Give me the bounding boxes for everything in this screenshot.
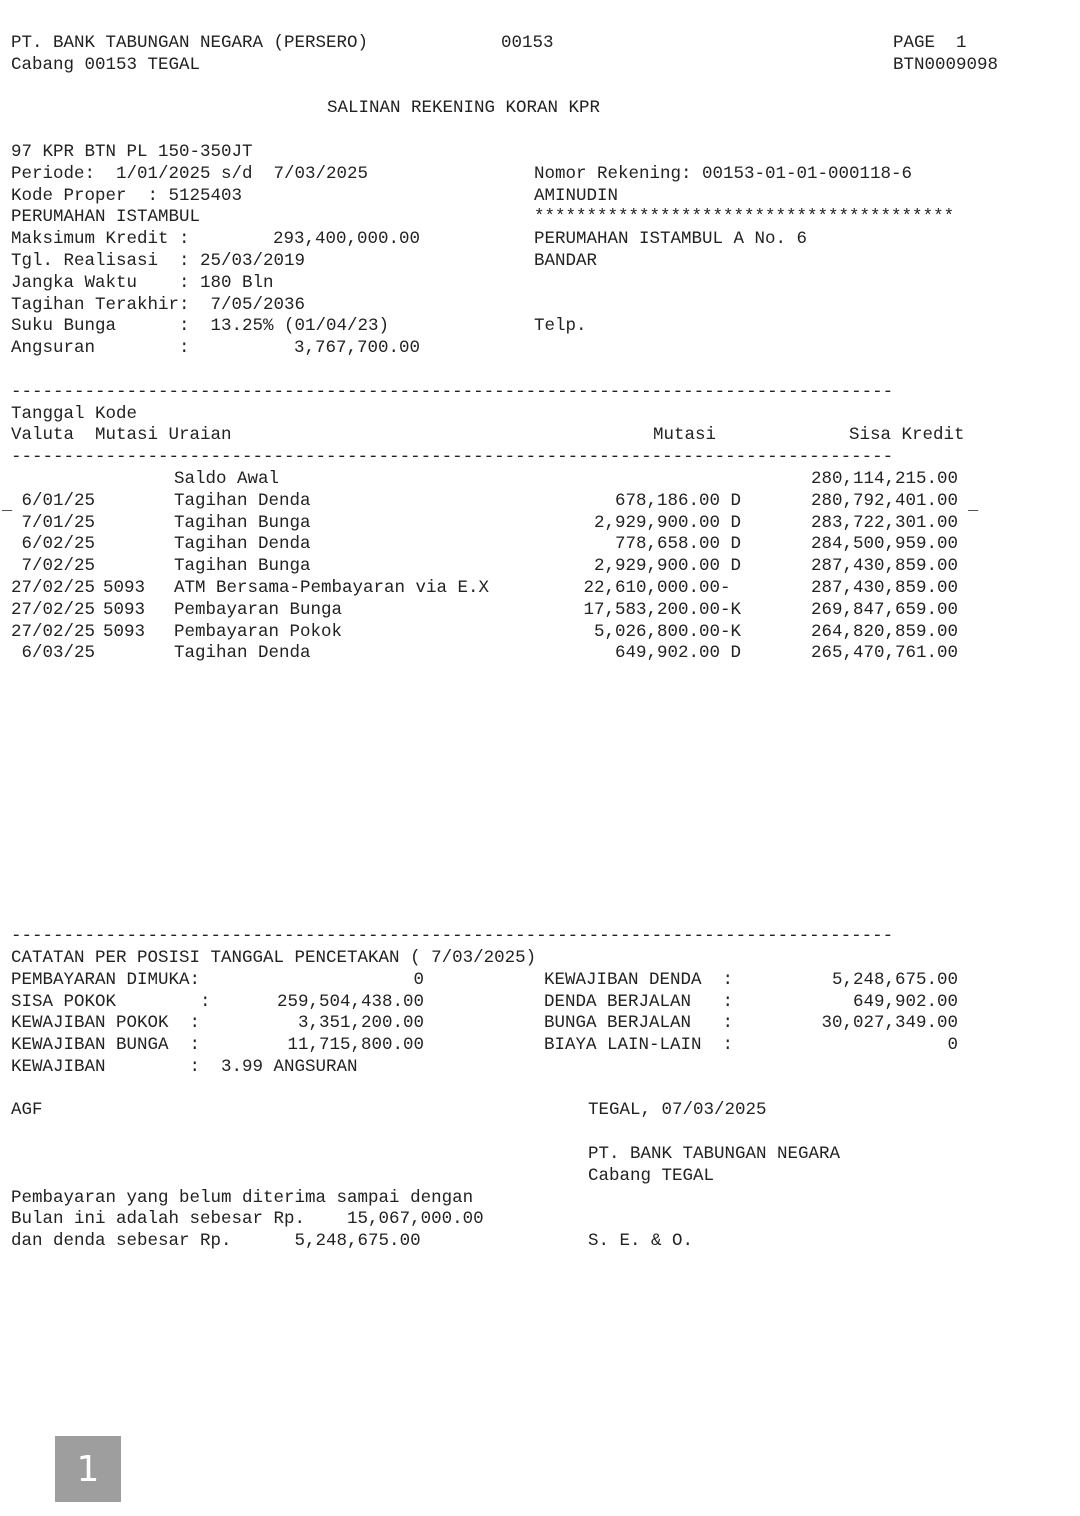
footer-row-1 xyxy=(11,1100,971,1122)
kode-proper: Kode Proper : 5125403 xyxy=(11,185,243,206)
table-header-1 xyxy=(11,404,971,426)
catatan-left-value: 0 xyxy=(413,969,424,990)
agf-label: AGF xyxy=(11,1100,43,1121)
transaction-list xyxy=(11,469,971,665)
catatan-left-value: 11,715,800.00 xyxy=(287,1035,424,1056)
product-name: 97 KPR BTN PL 150-350JT xyxy=(11,141,253,162)
row-kode: 5093 xyxy=(103,621,146,642)
table-row xyxy=(11,578,969,600)
catatan-right-label: DENDA BERJALAN : xyxy=(544,991,734,1012)
page-number-badge: 1 xyxy=(55,1436,121,1502)
footer-row-7 xyxy=(11,1231,971,1253)
separator-line: ------------------------------------------------------------------------------------ xyxy=(11,926,894,947)
customer-city: BANDAR xyxy=(534,250,598,271)
footer-row-3 xyxy=(11,1144,971,1166)
row-sisa-kredit: 265,470,761.00 xyxy=(810,643,958,664)
table-row xyxy=(11,534,969,556)
catatan-title-row xyxy=(11,948,971,970)
doc-code: BTN0009098 xyxy=(893,54,999,75)
footer-row-4 xyxy=(11,1166,971,1188)
telp: Telp. xyxy=(534,316,587,337)
periode: Periode: 1/01/2025 s/d 7/03/2025 xyxy=(11,163,369,184)
kewajiban-row xyxy=(11,1057,971,1079)
table-row xyxy=(11,622,969,644)
row-mutasi: 17,583,200.00-K xyxy=(583,599,741,620)
footer-row-6 xyxy=(11,1209,971,1231)
branch-code: 00153 xyxy=(501,33,554,53)
row-date: 27/02/25 xyxy=(11,621,96,642)
catatan-row xyxy=(11,970,969,992)
signature-bank-name: PT. BANK TABUNGAN NEGARA xyxy=(588,1144,841,1165)
footer-row-5 xyxy=(11,1188,971,1210)
catatan-row xyxy=(11,1035,969,1057)
row-mutasi: 778,658.00 D xyxy=(614,534,741,555)
header-tanggal-kode: Tanggal Kode xyxy=(11,403,138,424)
angsuran-label: Angsuran : xyxy=(11,338,190,359)
header-valuta-uraian: Valuta Mutasi Uraian xyxy=(11,425,232,446)
catatan-right-value: 649,902.00 xyxy=(852,991,958,1012)
catatan-list xyxy=(11,970,971,1057)
maksimum-kredit-label: Maksimum Kredit : xyxy=(11,229,190,250)
branch-line: Cabang 00153 TEGAL xyxy=(11,54,201,75)
suku-bunga: Suku Bunga : 13.25% (01/04/23) xyxy=(11,316,390,337)
catatan-left-label: KEWAJIBAN POKOK : xyxy=(11,1013,201,1034)
row-sisa-kredit: 280,114,215.00 xyxy=(810,468,958,489)
row-kode: 5093 xyxy=(103,599,146,620)
row-mutasi: 22,610,000.00- xyxy=(583,577,741,598)
row-sisa-kredit: 284,500,959.00 xyxy=(810,534,958,555)
separator-line: ------------------------------------------------------------------------------------ xyxy=(11,381,894,402)
table-row xyxy=(11,469,969,491)
row-kode: 5093 xyxy=(103,577,146,598)
catatan-right-label: KEWAJIBAN DENDA : xyxy=(544,969,734,990)
header-row-1 xyxy=(11,33,971,55)
row-date: 6/02/25 xyxy=(11,534,96,555)
row-date: 7/01/25 xyxy=(11,512,96,533)
info-row-4 xyxy=(11,207,971,229)
note-line-1: Pembayaran yang belum diterima sampai dengan xyxy=(11,1187,474,1208)
document-title: SALINAN REKENING KORAN KPR xyxy=(327,98,601,119)
catatan-right-value: 0 xyxy=(947,1035,958,1056)
row-date: 27/02/25 xyxy=(11,599,96,620)
catatan-left-label: KEWAJIBAN BUNGA : xyxy=(11,1035,201,1056)
catatan-row xyxy=(11,1013,969,1035)
row-description: Tagihan Denda xyxy=(174,490,311,511)
row-description: ATM Bersama-Pembayaran via E.X xyxy=(174,577,490,598)
table-row xyxy=(11,491,969,513)
customer-name: AMINUDIN xyxy=(534,185,619,206)
row-description: Tagihan Bunga xyxy=(174,556,311,577)
row-description: Saldo Awal xyxy=(174,468,280,489)
table-row xyxy=(11,643,969,665)
info-row-7 xyxy=(11,273,971,295)
row-mutasi: 649,902.00 D xyxy=(614,643,741,664)
row-mutasi: 678,186.00 D xyxy=(614,490,741,511)
catatan-right-value: 5,248,675.00 xyxy=(831,969,958,990)
signature-branch: Cabang TEGAL xyxy=(588,1165,715,1186)
perumahan: PERUMAHAN ISTAMBUL xyxy=(11,207,201,228)
catatan-left-label: SISA POKOK : xyxy=(11,991,211,1012)
row-date: 7/02/25 xyxy=(11,556,96,577)
table-row xyxy=(11,600,969,622)
right-margin-mark: _ xyxy=(968,496,979,515)
place-date: TEGAL, 07/03/2025 xyxy=(588,1100,767,1121)
maksimum-kredit-value: 293,400,000.00 xyxy=(273,229,421,250)
kewajiban-angsuran: KEWAJIBAN : 3.99 ANGSURAN xyxy=(11,1056,358,1077)
row-description: Pembayaran Bunga xyxy=(174,599,343,620)
table-row xyxy=(11,513,969,535)
page-label: PAGE 1 xyxy=(893,33,967,53)
catatan-left-label: PEMBAYARAN DIMUKA: xyxy=(11,969,201,990)
header-row-2 xyxy=(11,54,999,77)
title-row xyxy=(11,98,971,120)
info-row-10 xyxy=(11,338,971,360)
row-sisa-kredit: 269,847,659.00 xyxy=(810,599,958,620)
row-description: Pembayaran Pokok xyxy=(174,621,343,642)
table-header-2 xyxy=(11,425,971,447)
catatan-right-label: BUNGA BERJALAN : xyxy=(544,1013,734,1034)
statement-document xyxy=(11,33,999,1253)
row-description: Tagihan Bunga xyxy=(174,512,311,533)
header-sisa-kredit: Sisa Kredit xyxy=(849,425,965,446)
catatan-right-value: 30,027,349.00 xyxy=(821,1013,958,1034)
angsuran-value: 3,767,700.00 xyxy=(294,338,421,359)
seo-note: S. E. & O. xyxy=(588,1231,694,1252)
info-row-9 xyxy=(11,316,971,338)
info-row-1 xyxy=(11,142,971,164)
row-mutasi: 2,929,900.00 D xyxy=(593,512,741,533)
row-sisa-kredit: 264,820,859.00 xyxy=(810,621,958,642)
separator-line: ------------------------------------------------------------------------------------ xyxy=(11,447,894,468)
catatan-left-value: 259,504,438.00 xyxy=(276,991,424,1012)
info-row-8 xyxy=(11,295,971,317)
row-sisa-kredit: 287,430,859.00 xyxy=(810,556,958,577)
info-row-5 xyxy=(11,229,971,251)
bank-name: PT. BANK TABUNGAN NEGARA (PERSERO) xyxy=(11,33,369,53)
left-margin-mark: _ xyxy=(2,496,13,515)
jangka-waktu: Jangka Waktu : 180 Bln xyxy=(11,272,274,293)
catatan-left-value: 3,351,200.00 xyxy=(297,1013,424,1034)
tagihan-terakhir: Tagihan Terakhir: 7/05/2036 xyxy=(11,294,306,315)
nomor-rekening: Nomor Rekening: 00153-01-01-000118-6 xyxy=(534,163,913,184)
info-row-3 xyxy=(11,186,971,208)
tgl-realisasi: Tgl. Realisasi : 25/03/2019 xyxy=(11,250,306,271)
star-separator: **************************************** xyxy=(534,207,955,228)
row-sisa-kredit: 280,792,401.00 xyxy=(810,490,958,511)
row-date: 6/01/25 xyxy=(11,490,96,511)
row-sisa-kredit: 283,722,301.00 xyxy=(810,512,958,533)
row-description: Tagihan Denda xyxy=(174,643,311,664)
catatan-row xyxy=(11,992,969,1014)
row-description: Tagihan Denda xyxy=(174,534,311,555)
customer-address: PERUMAHAN ISTAMBUL A No. 6 xyxy=(534,229,808,250)
row-date: 6/03/25 xyxy=(11,643,96,664)
catatan-title: CATATAN PER POSISI TANGGAL PENCETAKAN ( 7/03/2025) xyxy=(11,947,537,968)
info-row-6 xyxy=(11,251,971,273)
row-sisa-kredit: 287,430,859.00 xyxy=(810,577,958,598)
note-line-2: Bulan ini adalah sebesar Rp. 15,067,000.00 xyxy=(11,1209,484,1230)
catatan-right-label: BIAYA LAIN-LAIN : xyxy=(544,1035,734,1056)
header-mutasi: Mutasi xyxy=(653,425,717,446)
table-row xyxy=(11,556,969,578)
note-line-3: dan denda sebesar Rp. 5,248,675.00 xyxy=(11,1231,421,1252)
row-mutasi: 5,026,800.00-K xyxy=(593,621,741,642)
row-date: 27/02/25 xyxy=(11,577,96,598)
info-row-2 xyxy=(11,164,971,186)
row-mutasi: 2,929,900.00 D xyxy=(593,556,741,577)
